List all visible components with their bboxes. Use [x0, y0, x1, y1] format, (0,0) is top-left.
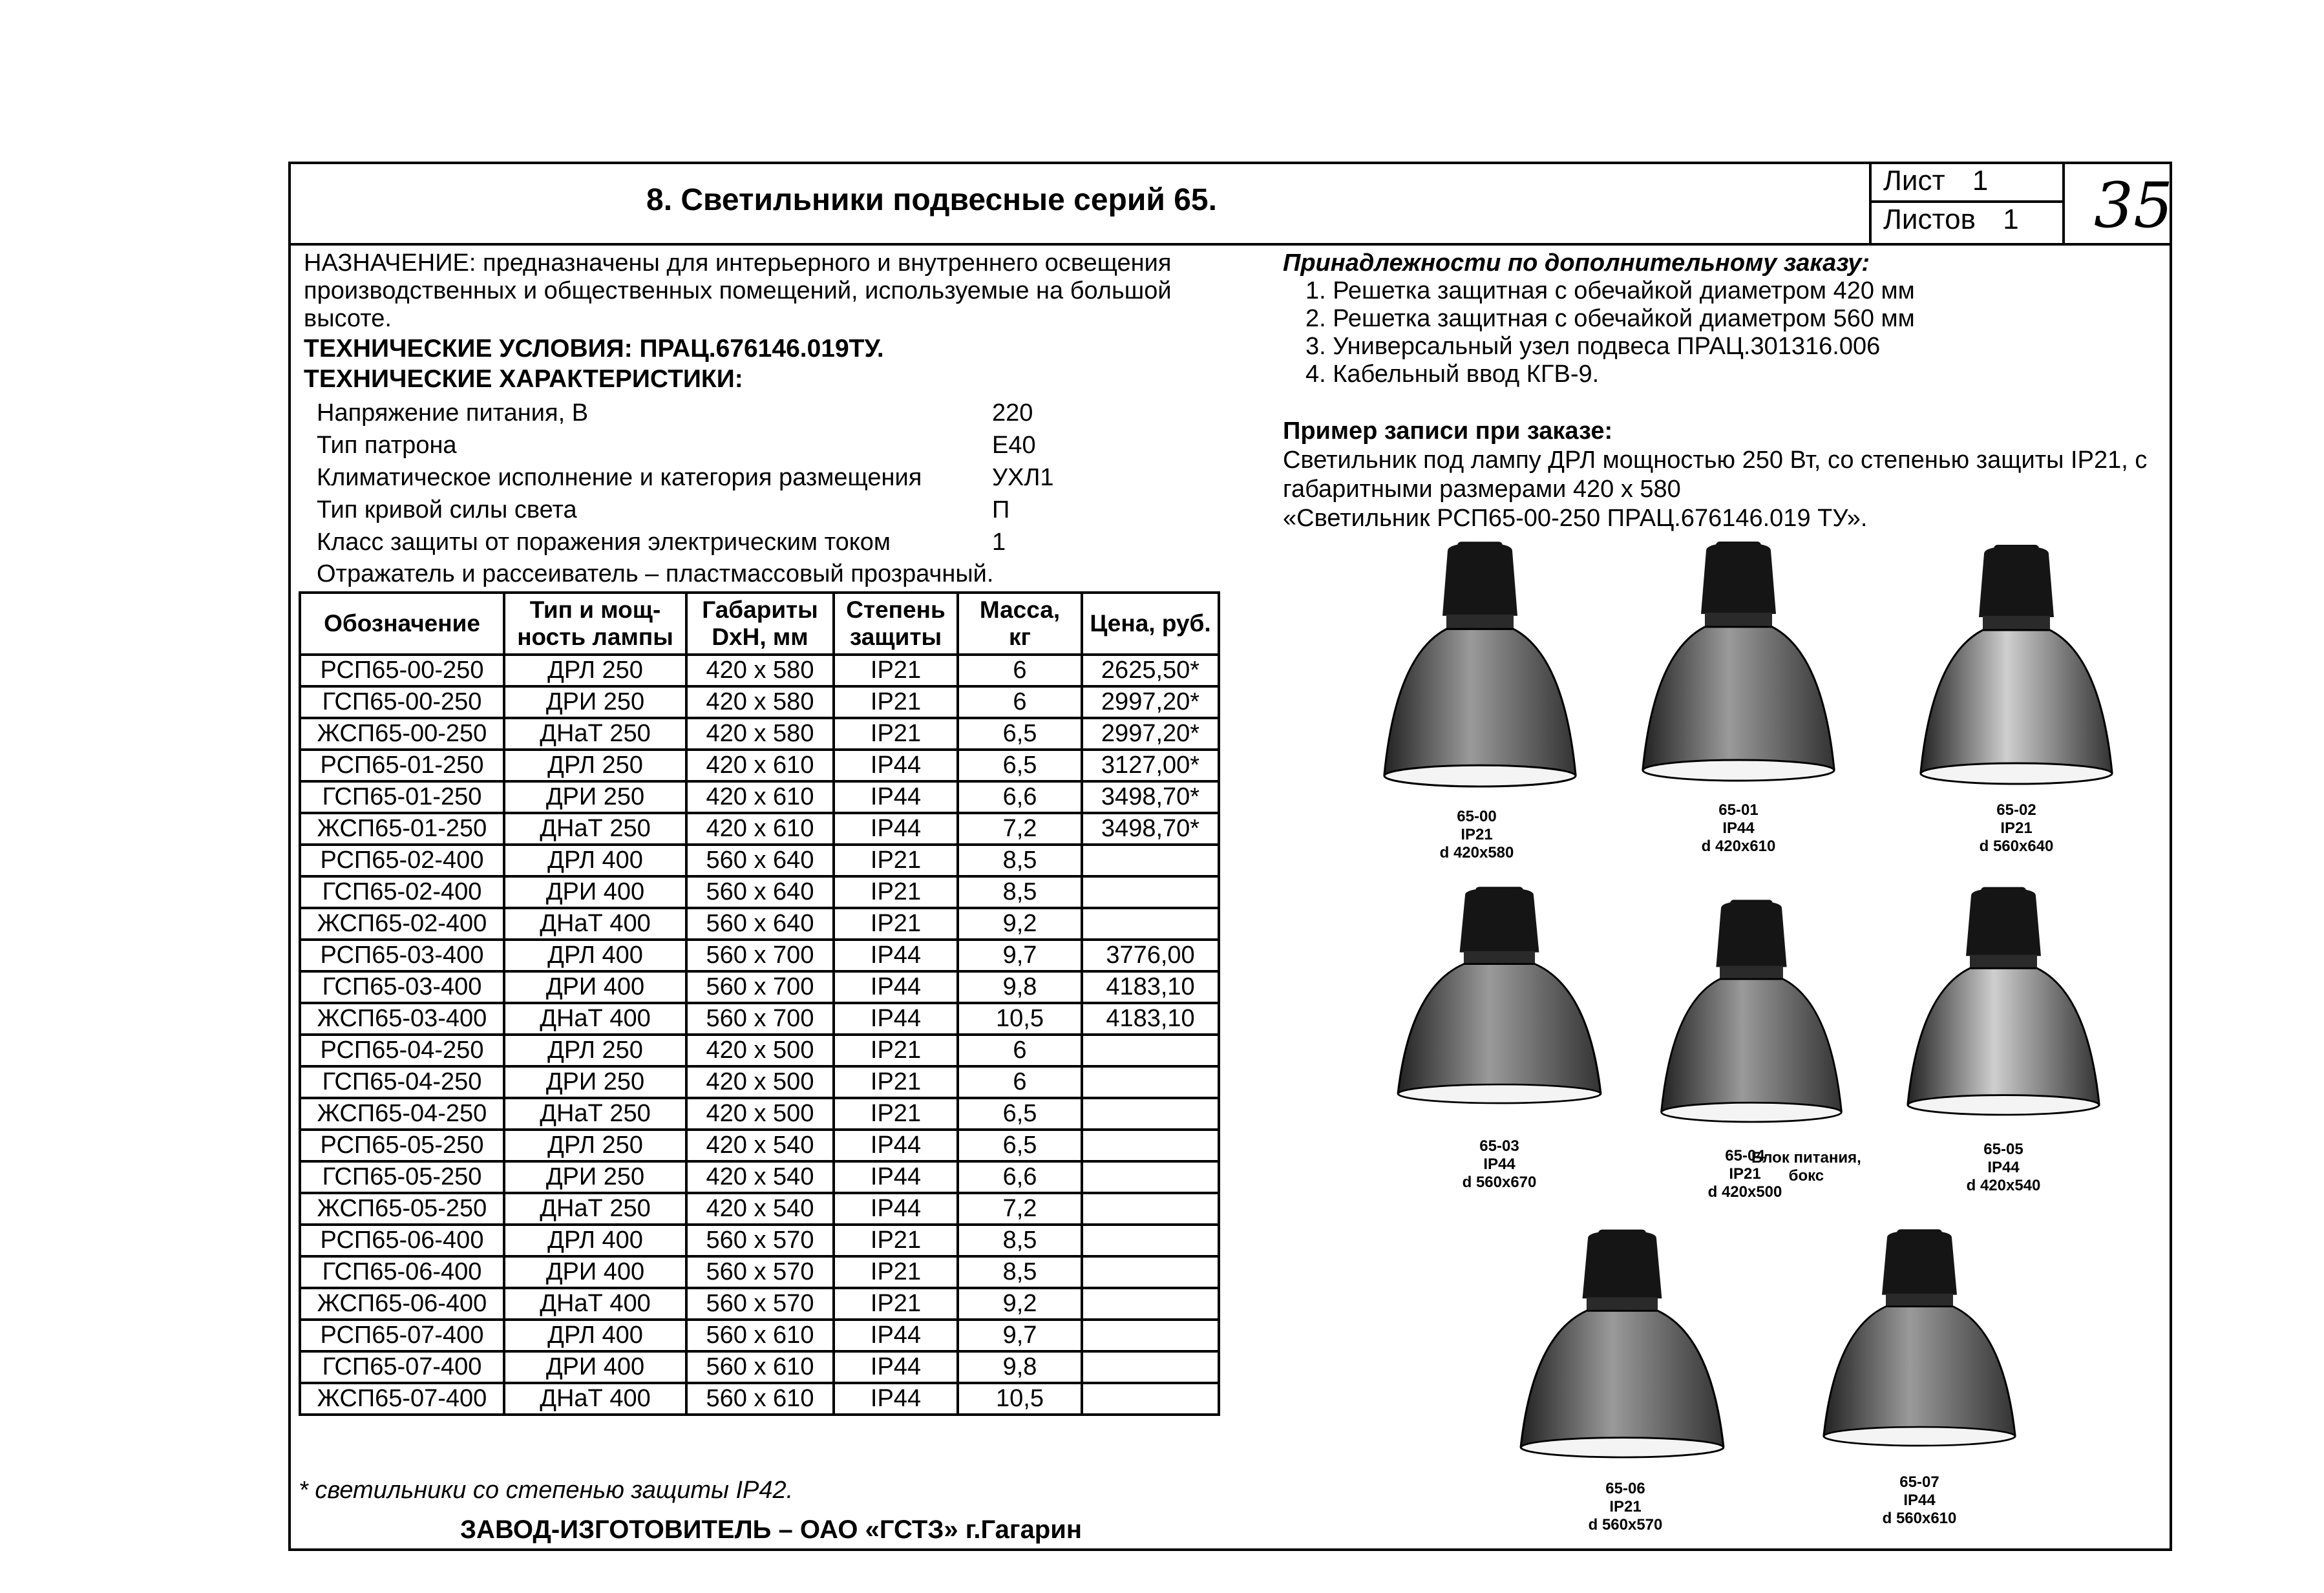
table-cell: ДРИ 400 — [504, 876, 686, 908]
table-cell — [1082, 1320, 1219, 1351]
table-cell: 420 х 610 — [686, 813, 834, 845]
table-cell: 6 — [958, 1035, 1082, 1066]
footnote: * светильники со степенью защиты IP42. — [299, 1477, 794, 1504]
lamp-caption-line: d 560x640 — [1979, 838, 2054, 855]
table-cell: IP21 — [834, 876, 958, 908]
table-row — [300, 845, 1219, 876]
lamp-caption-line: IP44 — [1987, 1159, 2020, 1176]
table-cell: ГСП65-00-250 — [300, 686, 504, 718]
table-cell: IP44 — [834, 971, 958, 1003]
lamp-caption-line: IP21 — [1461, 826, 1493, 843]
table-cell: ДРЛ 400 — [504, 845, 686, 876]
table-cell: 6,5 — [958, 750, 1082, 781]
table-cell: ГСП65-03-400 — [300, 971, 504, 1003]
table-cell — [1082, 1035, 1219, 1066]
table-cell: IP21 — [834, 1066, 958, 1098]
sheet-label: Лист — [1883, 165, 1945, 196]
lamp-photo — [1907, 540, 2126, 811]
table-cell: 420 х 610 — [686, 750, 834, 781]
accessory-item: 1. Решетка защитная с обечайкой диаметром 420 мм — [1305, 277, 1915, 304]
table-cell: ДРИ 400 — [504, 1256, 686, 1288]
table-cell: IP21 — [834, 908, 958, 940]
table-cell — [1082, 1383, 1219, 1415]
table-cell: IP44 — [834, 1351, 958, 1383]
table-cell: 3776,00 — [1082, 940, 1219, 971]
table-cell: РСП65-06-400 — [300, 1225, 504, 1256]
sheets-box — [1869, 200, 2065, 246]
table-cell: 560 х 610 — [686, 1351, 834, 1383]
table-cell: IP44 — [834, 750, 958, 781]
table-cell: 9,2 — [958, 908, 1082, 940]
sheets-label: Листов — [1883, 204, 1976, 235]
table-cell: 420 х 540 — [686, 1193, 834, 1225]
table-cell: ДНаТ 250 — [504, 718, 686, 750]
table-cell: ЖСП65-01-250 — [300, 813, 504, 845]
table-cell: 3498,70* — [1082, 781, 1219, 813]
table-cell: 10,5 — [958, 1003, 1082, 1035]
lamp-caption-line: IP21 — [1729, 1165, 1761, 1183]
table-cell: 420 х 500 — [686, 1098, 834, 1130]
table-row — [300, 1288, 1219, 1320]
table-cell — [1082, 1161, 1219, 1193]
table-row — [300, 876, 1219, 908]
table-cell: ДНаТ 400 — [504, 908, 686, 940]
lamp-caption-line: 65-06 — [1605, 1480, 1645, 1497]
table-cell: ДНаТ 400 — [504, 1288, 686, 1320]
lamp-caption-line: 65-04 — [1725, 1147, 1765, 1165]
lamp-caption — [1700, 801, 1777, 856]
table-cell: 420 х 500 — [686, 1066, 834, 1098]
lamp-caption-line: d 420x540 — [1966, 1177, 2041, 1194]
table-cell: 4183,10 — [1082, 1003, 1219, 1035]
table-cell: ЖСП65-07-400 — [300, 1383, 504, 1415]
purpose-line-1: НАЗНАЧЕНИЕ: предназначены для интерьерного и внутреннего освещения — [304, 249, 1172, 277]
power-unit-caption: Блок питания, бокс — [1751, 1149, 1861, 1185]
table-row — [300, 655, 1219, 686]
spec-label: Климатическое исполнение и категория размещения — [317, 464, 922, 491]
lamp-caption-line: IP21 — [1609, 1498, 1642, 1515]
table-cell: 2625,50* — [1082, 655, 1219, 686]
table-cell: РСП65-00-250 — [300, 655, 504, 686]
table-cell: ДНаТ 400 — [504, 1003, 686, 1035]
table-row — [300, 1161, 1219, 1193]
table-cell — [1082, 1351, 1219, 1383]
table-cell — [1082, 1098, 1219, 1130]
table-cell: 6,6 — [958, 781, 1082, 813]
table-cell: IP21 — [834, 655, 958, 686]
table-cell: ГСП65-01-250 — [300, 781, 504, 813]
table-cell: ДРЛ 250 — [504, 750, 686, 781]
reflector-note: Отражатель и рассеиватель – пластмассовый прозрачный. — [317, 560, 994, 587]
table-row — [300, 1035, 1219, 1066]
order-example-line-3: «Светильник РСП65-00-250 ПРАЦ.676146.019 ТУ». — [1283, 505, 1868, 532]
table-cell: РСП65-02-400 — [300, 845, 504, 876]
accessory-item: 3. Универсальный узел подвеса ПРАЦ.301316.006 — [1305, 333, 1881, 360]
spec-label: Тип патрона — [317, 432, 457, 459]
table-cell: 6 — [958, 655, 1082, 686]
spec-value: E40 — [992, 432, 1036, 459]
lamp-photo — [1506, 1225, 1738, 1483]
table-row — [300, 718, 1219, 750]
table-cell: ДРИ 250 — [504, 1161, 686, 1193]
accessory-item: 4. Кабельный ввод КГВ-9. — [1305, 361, 1600, 388]
lamp-caption — [1881, 1473, 1958, 1528]
table-row — [300, 1066, 1219, 1098]
table-cell: IP44 — [834, 1193, 958, 1225]
table-cell: IP21 — [834, 1098, 958, 1130]
table-cell: ДРЛ 250 — [504, 1130, 686, 1161]
table-row — [300, 1256, 1219, 1288]
lamp-caption-line: d 560x610 — [1882, 1510, 1957, 1527]
table-cell: 560 х 700 — [686, 1003, 834, 1035]
table-cell: 9,7 — [958, 1320, 1082, 1351]
table-cell: 420 х 580 — [686, 686, 834, 718]
lamp-caption-line: 65-07 — [1899, 1473, 1939, 1491]
table-cell: ЖСП65-00-250 — [300, 718, 504, 750]
table-cell: 7,2 — [958, 1193, 1082, 1225]
table-cell: ДНаТ 250 — [504, 813, 686, 845]
table-cell: IP21 — [834, 1035, 958, 1066]
table-cell: IP44 — [834, 1383, 958, 1415]
lamp-caption-line: IP21 — [2000, 819, 2033, 837]
lamp-caption — [1978, 801, 2055, 856]
table-row — [300, 781, 1219, 813]
table-row — [300, 1130, 1219, 1161]
table-cell — [1082, 1193, 1219, 1225]
table-cell: IP21 — [834, 1256, 958, 1288]
table-row — [300, 1225, 1219, 1256]
table-cell: 4183,10 — [1082, 971, 1219, 1003]
column-header: Масса, кг — [958, 593, 1082, 655]
product-table — [299, 591, 1220, 1416]
spec-label: Класс защиты от поражения электрическим током — [317, 529, 891, 556]
lamp-photo — [1648, 895, 1855, 1147]
table-cell — [1082, 876, 1219, 908]
table-cell: IP44 — [834, 813, 958, 845]
table-cell: 7,2 — [958, 813, 1082, 845]
table-row — [300, 1351, 1219, 1383]
table-row — [300, 750, 1219, 781]
lamp-caption-line: IP44 — [1722, 819, 1755, 837]
lamp-caption — [1438, 808, 1516, 862]
accessories-heading: Принадлежности по дополнительному заказу: — [1283, 249, 1870, 277]
lamp-photo — [1810, 1225, 2029, 1470]
lamp-caption — [1461, 1137, 1538, 1192]
table-cell: ГСП65-07-400 — [300, 1351, 504, 1383]
table-cell: 560 х 700 — [686, 971, 834, 1003]
table-cell: IP21 — [834, 1288, 958, 1320]
table-cell: 560 х 700 — [686, 940, 834, 971]
manufacturer: ЗАВОД-ИЗГОТОВИТЕЛЬ – ОАО «ГСТЗ» г.Гагарин — [460, 1515, 1082, 1544]
table-cell: IP44 — [834, 1320, 958, 1351]
table-cell: 6 — [958, 1066, 1082, 1098]
table-cell: ДРИ 250 — [504, 686, 686, 718]
table-cell — [1082, 1225, 1219, 1256]
table-cell: ЖСП65-02-400 — [300, 908, 504, 940]
lamp-caption-line: d 420x580 — [1439, 844, 1514, 861]
column-header: Габариты DxH, мм — [686, 593, 834, 655]
table-cell: 9,7 — [958, 940, 1082, 971]
table-cell: 9,8 — [958, 1351, 1082, 1383]
table-cell — [1082, 1066, 1219, 1098]
table-cell — [1082, 1256, 1219, 1288]
lamp-photo — [1629, 536, 1848, 808]
table-header-row — [300, 593, 1219, 655]
table-cell: ДРИ 250 — [504, 1066, 686, 1098]
table-cell: 2997,20* — [1082, 718, 1219, 750]
table-cell: 8,5 — [958, 1256, 1082, 1288]
table-cell: 560 х 570 — [686, 1256, 834, 1288]
table-cell: IP21 — [834, 1225, 958, 1256]
table-cell: ГСП65-05-250 — [300, 1161, 504, 1193]
table-cell: ДРИ 400 — [504, 971, 686, 1003]
lamp-caption-line: d 560x670 — [1462, 1174, 1537, 1191]
spec-value: 220 — [992, 399, 1033, 427]
accessory-item: 2. Решетка защитная с обечайкой диаметром 560 мм — [1305, 305, 1915, 332]
page-number: 35 — [2094, 169, 2173, 242]
table-row — [300, 813, 1219, 845]
table-row — [300, 686, 1219, 718]
table-cell: 560 х 640 — [686, 908, 834, 940]
lamp-caption-line: d 420x610 — [1701, 838, 1776, 855]
lamp-caption-line: 65-01 — [1718, 801, 1759, 819]
table-cell — [1082, 1288, 1219, 1320]
table-cell: 560 х 610 — [686, 1320, 834, 1351]
table-cell: 6,5 — [958, 718, 1082, 750]
table-cell: IP44 — [834, 781, 958, 813]
table-cell: IP21 — [834, 686, 958, 718]
lamp-caption-line: d 560x570 — [1588, 1516, 1663, 1534]
table-cell: 420 х 580 — [686, 655, 834, 686]
table-cell: 420 х 610 — [686, 781, 834, 813]
table-cell: 9,8 — [958, 971, 1082, 1003]
lamp-caption-line: 65-05 — [1983, 1141, 2023, 1158]
table-cell: 8,5 — [958, 845, 1082, 876]
table-cell: ДРЛ 400 — [504, 1320, 686, 1351]
table-row — [300, 971, 1219, 1003]
table-row — [300, 1098, 1219, 1130]
table-cell: ГСП65-06-400 — [300, 1256, 504, 1288]
column-header: Тип и мощ- ность лампы — [504, 593, 686, 655]
lamp-caption-line: 65-00 — [1457, 808, 1497, 825]
lamp-caption-line: d 420x500 — [1707, 1183, 1782, 1201]
table-cell: РСП65-07-400 — [300, 1320, 504, 1351]
table-cell: 8,5 — [958, 876, 1082, 908]
table-cell: 6,5 — [958, 1130, 1082, 1161]
spec-value: УХЛ1 — [992, 464, 1054, 491]
table-row — [300, 1320, 1219, 1351]
table-cell — [1082, 908, 1219, 940]
table-row — [300, 940, 1219, 971]
sheets-value: 1 — [2003, 204, 2019, 235]
table-cell: ДРЛ 400 — [504, 1225, 686, 1256]
table-cell: 420 х 540 — [686, 1130, 834, 1161]
tech-conditions: ТЕХНИЧЕСКИЕ УСЛОВИЯ: ПРАЦ.676146.019ТУ. — [304, 335, 884, 363]
table-cell: 6,6 — [958, 1161, 1082, 1193]
lamp-photo — [1370, 536, 1590, 814]
table-cell: ДРИ 400 — [504, 1351, 686, 1383]
table-cell: 6,5 — [958, 1098, 1082, 1130]
table-cell: ДНаТ 250 — [504, 1098, 686, 1130]
table-cell: ДНаТ 400 — [504, 1383, 686, 1415]
table-row — [300, 1383, 1219, 1415]
table-cell: РСП65-05-250 — [300, 1130, 504, 1161]
table-cell: 560 х 570 — [686, 1288, 834, 1320]
column-header: Цена, руб. — [1082, 593, 1219, 655]
table-cell: РСП65-01-250 — [300, 750, 504, 781]
table-cell: 560 х 570 — [686, 1225, 834, 1256]
table-cell — [1082, 1130, 1219, 1161]
table-cell: ЖСП65-05-250 — [300, 1193, 504, 1225]
table-cell: ЖСП65-06-400 — [300, 1288, 504, 1320]
table-cell: IP44 — [834, 1003, 958, 1035]
spec-value: 1 — [992, 529, 1006, 556]
table-cell: ЖСП65-03-400 — [300, 1003, 504, 1035]
table-cell: ДРЛ 400 — [504, 940, 686, 971]
lamp-caption-line: 65-03 — [1479, 1137, 1519, 1155]
table-cell: ДНаТ 250 — [504, 1193, 686, 1225]
purpose-line-3: высоте. — [304, 305, 392, 332]
spec-label: Тип кривой силы света — [317, 496, 577, 523]
purpose-line-2: производственных и общественных помещений, используемые на большой — [304, 277, 1172, 304]
column-header: Степень защиты — [834, 593, 958, 655]
table-cell: ЖСП65-04-250 — [300, 1098, 504, 1130]
table-cell: 6 — [958, 686, 1082, 718]
lamp-caption-line: IP44 — [1903, 1492, 1936, 1509]
table-row — [300, 1003, 1219, 1035]
column-header: Обозначение — [300, 593, 504, 655]
tech-characteristics-heading: ТЕХНИЧЕСКИЕ ХАРАКТЕРИСТИКИ: — [304, 365, 743, 393]
order-example-line-1: Светильник под лампу ДРЛ мощностью 250 Вт, со степенью защиты IP21, с — [1283, 447, 2148, 474]
table-cell: 10,5 — [958, 1383, 1082, 1415]
table-cell: 9,2 — [958, 1288, 1082, 1320]
table-cell: 3498,70* — [1082, 813, 1219, 845]
lamp-photo — [1383, 882, 1616, 1128]
order-example-heading: Пример записи при заказе: — [1283, 417, 1613, 445]
table-cell: ГСП65-02-400 — [300, 876, 504, 908]
lamp-caption-line: IP44 — [1483, 1155, 1516, 1173]
table-cell: 8,5 — [958, 1225, 1082, 1256]
table-cell: 560 х 610 — [686, 1383, 834, 1415]
sheet-value: 1 — [1972, 165, 1989, 196]
table-cell: РСП65-03-400 — [300, 940, 504, 971]
lamp-caption — [1587, 1480, 1664, 1534]
table-cell: 560 х 640 — [686, 845, 834, 876]
table-cell: 2997,20* — [1082, 686, 1219, 718]
table-cell: 420 х 580 — [686, 718, 834, 750]
table-cell: РСП65-04-250 — [300, 1035, 504, 1066]
table-cell: IP44 — [834, 1161, 958, 1193]
table-cell: IP21 — [834, 718, 958, 750]
lamp-photo — [1894, 882, 2113, 1141]
spec-value: П — [992, 496, 1010, 523]
table-row — [300, 1193, 1219, 1225]
table-cell: ДРИ 250 — [504, 781, 686, 813]
table-cell: ДРЛ 250 — [504, 655, 686, 686]
spec-label: Напряжение питания, В — [317, 399, 589, 427]
table-cell — [1082, 845, 1219, 876]
table-cell: IP44 — [834, 940, 958, 971]
lamp-caption-line: 65-02 — [1996, 801, 2036, 819]
table-cell: IP44 — [834, 1130, 958, 1161]
table-cell: 420 х 500 — [686, 1035, 834, 1066]
table-cell: IP21 — [834, 845, 958, 876]
table-row — [300, 908, 1219, 940]
lamp-caption — [1965, 1141, 2042, 1195]
table-cell: 3127,00* — [1082, 750, 1219, 781]
sheet-box — [1869, 162, 2065, 203]
page-title: 8. Светильники подвесные серий 65. — [646, 183, 1217, 217]
table-cell: ГСП65-04-250 — [300, 1066, 504, 1098]
table-cell: 560 х 640 — [686, 876, 834, 908]
table-cell: ДРЛ 250 — [504, 1035, 686, 1066]
table-cell: 420 х 540 — [686, 1161, 834, 1193]
order-example-line-2: габаритными размерами 420 х 580 — [1283, 476, 1681, 503]
